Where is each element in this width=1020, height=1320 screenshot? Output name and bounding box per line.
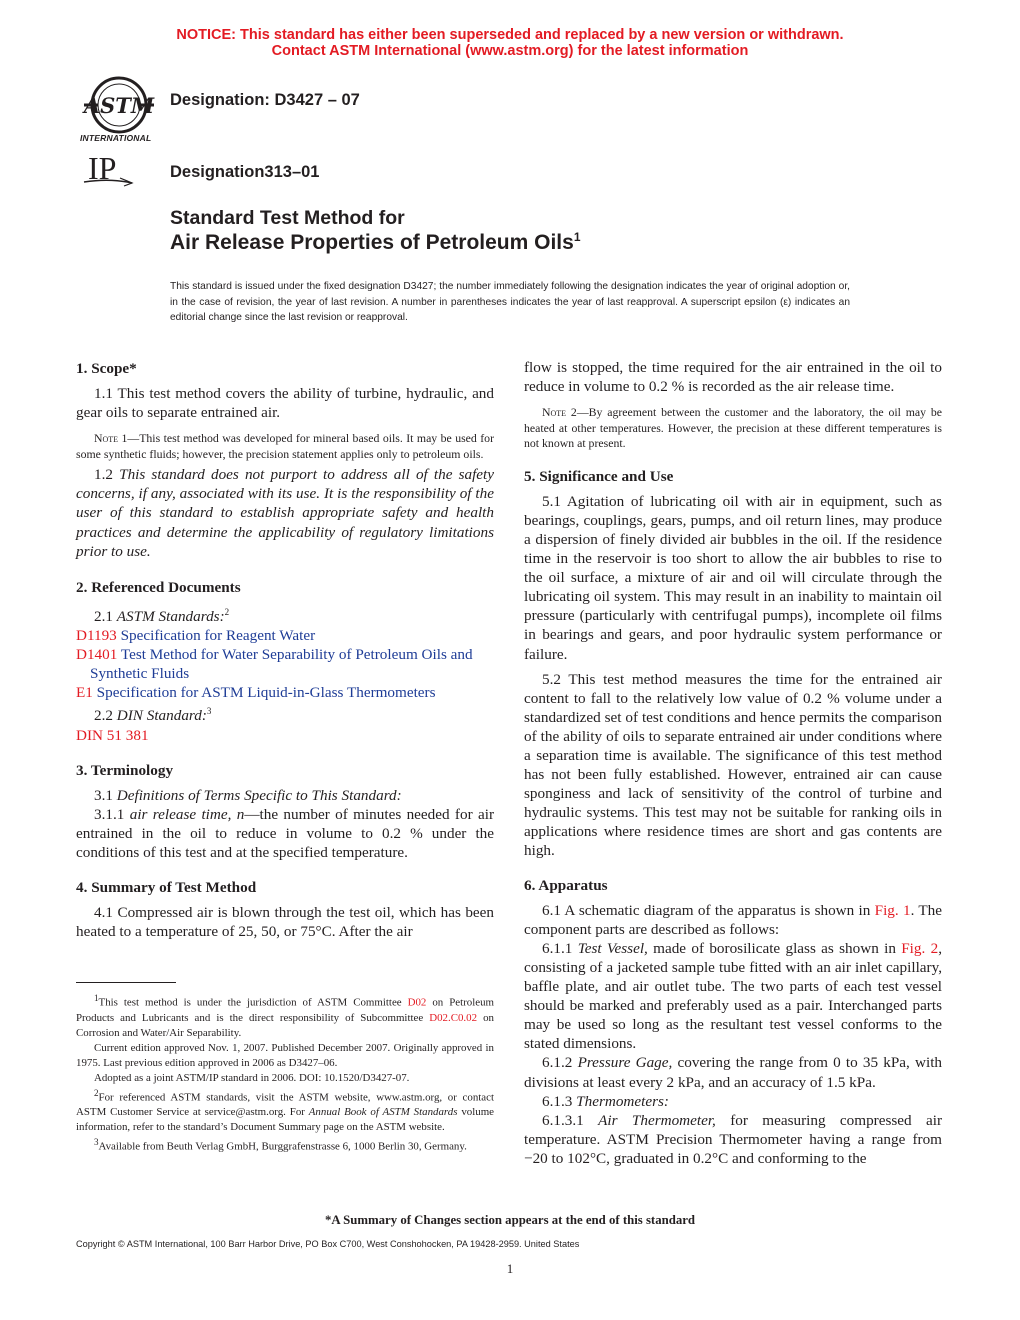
- para-5-2: 5.2 This test method measures the time for the entrained air content to fall to the relatively low value of 0.2 % volume under a standardized set of test conditions and hence permits the comparison of the ability of oils to separate entrained air under conditions where a separation time is available. The significance of this test method has not been fully established. However, entrained air can cause sponginess and lack of sensitivity of the control of turbine and hydraulic systems. This test may not be suitable for ranking oils in applications where residence times are short and gas contents are high.: [524, 670, 942, 860]
- notice-line-2: Contact ASTM International (www.astm.org) for the latest information: [271, 43, 749, 59]
- title-footnote-marker: 1: [573, 230, 581, 244]
- para-6-1: 6.1 A schematic diagram of the apparatus is shown in Fig. 1. The component parts are described as follows:: [524, 901, 942, 938]
- title-line-2: Air Release Properties of Petroleum Oils$^1$: [170, 230, 581, 254]
- left-column: [76, 359, 494, 941]
- right-column: [524, 358, 942, 1168]
- section-1-heading: 1. Scope*: [76, 360, 137, 377]
- section-5-heading: 5. Significance and Use: [524, 467, 674, 485]
- copyright: Copyright © ASTM International, 100 Barr Harbor Drive, PO Box C700, West Conshohocken, PA 19428-2959. United States: [76, 1239, 580, 1249]
- para-4-1-continued: flow is stopped, the time required for the air entrained in the oil to reduce in volume to 0.2 % is recorded as the air release time.: [524, 359, 942, 396]
- para-3-1-1: 3.1.1 air release time, n—the number of minutes needed for air entrained in the oil to reduce in volume to 0.2 % under the conditions of this test and at the specified temperature.: [76, 805, 495, 861]
- ref-din-51381[interactable]: DIN 51 381: [76, 726, 149, 744]
- issued-statement: This standard is issued under the fixed designation D3427; the number immediately following the designation indicates the year of original adoption or, in the case of revision, the year of last revision. A number in parentheses indicates the year of last reapproval. A superscript epsilon (ε) indicates an editorial change since the last revision or reapproval.: [170, 281, 850, 323]
- para-6-1-1: 6.1.1 Test Vessel, made of borosilicate glass as shown in Fig. 2, consisting of a jacketed sample tube fitted with an air inlet capillary, baffle plate, and air outlet tube. The two parts of each test vessel should be marked and preferably used as a pair. Interchanged parts may be used so long as the resultant test vessel conforms to the stated dimensions.: [524, 939, 942, 1053]
- para-6-1-3: 6.1.3 Thermometers:: [542, 1092, 669, 1110]
- notice-line-1: NOTICE: This standard has either been superseded and replaced by a new version or withdrawn.: [176, 27, 844, 43]
- para-3-1: 3.1 Definitions of Terms Specific to This Standard:: [94, 786, 402, 804]
- designation-ip: Designation313–01: [170, 163, 320, 181]
- astm-logo-caption: INTERNATIONAL: [80, 133, 152, 143]
- ip-logo: [80, 152, 140, 188]
- para-1-2: 1.2 This standard does not purport to address all of the safety concerns, if any, associated with its use. It is the responsibility of the user of this standard to establish appropriate safety and health practices and determine the applicability of regulatory limitations prior to use.: [76, 466, 495, 560]
- footnote-2: $^2$For referenced ASTM standards, visit the ASTM website, www.astm.org, or contact ASTM Customer Service at service@astm.org. For Annual Book of ASTM Standards volume information, refer to the standard’s Document Summary page on the ASTM website.: [76, 1087, 495, 1134]
- footnotes: [76, 991, 494, 1155]
- ip-logo-mark: IP: [88, 152, 117, 186]
- para-2-2: 2.2 DIN Standard:$^3$: [94, 706, 212, 725]
- fig-2-link[interactable]: Fig. 2: [901, 939, 939, 957]
- notice-banner: [0, 27, 1020, 59]
- para-5-1: 5.1 Agitation of lubricating oil with air in equipment, such as bearings, couplings, gears, pumps, and oil return lines, may produce a dispersion of finely divided air bubbles in the oil. If the residence time in the reservoir is too short to allow the air bubbles to rise to the oil surface, a mixture of air and oil will circulate through the lubricating oil system. This may result in an inability to maintain oil pressure (particularly with centrifugal pumps), incomplete oil films in bearings and gears, and poor hydraulic system performance or failure.: [524, 492, 942, 663]
- fig-1-link[interactable]: Fig. 1: [874, 901, 911, 919]
- footnote-1-edition: Current edition approved Nov. 1, 2007. Published December 2007. Originally approved in 1975. Last previous edition approved in 2006 as D3427–06.: [76, 1041, 494, 1069]
- footnote-1-adopted: Adopted as a joint ASTM/IP standard in 2006. DOI: 10.1520/D3427-07.: [94, 1071, 410, 1084]
- footnote-3: $^3$Available from Beuth Verlag GmbH, Burggrafenstrasse 6, 1000 Berlin 30, Germany.: [94, 1137, 467, 1153]
- para-4-1: 4.1 Compressed air is blown through the test oil, which has been heated to a temperature of 25, 50, or 75°C. After the air: [76, 904, 494, 941]
- ref-e1[interactable]: E1 Specification for ASTM Liquid-in-Glass Thermometers: [76, 684, 436, 702]
- para-6-1-3-1: 6.1.3.1 Air Thermometer, for measuring compressed air temperature. ASTM Precision Thermometer having a range from −20 to 102°C, graduated in 0.2°C and conforming to the: [524, 1111, 943, 1167]
- ref-d1401[interactable]: D1401 Test Method for Water Separability of Petroleum Oils and Synthetic Fluids: [76, 646, 473, 683]
- para-2-1: 2.1 ASTM Standards:$^2$: [94, 606, 230, 625]
- section-2-heading: 2. Referenced Documents: [76, 578, 241, 596]
- para-6-1-2: 6.1.2 Pressure Gage, covering the range from 0 to 35 kPa, with divisions at least every 2 kPa, and an accuracy of 1.5 kPa.: [524, 1054, 943, 1091]
- footnote-1: $^1$This test method is under the jurisdiction of ASTM Committee D02 on Petroleum Products and Lubricants and is the direct responsibility of Subcommittee D02.C0.02 on Corrosion and Water/Air Separability.: [76, 993, 494, 1039]
- title-line-1: Standard Test Method for: [170, 207, 405, 229]
- astm-logo-mark: ASTM: [83, 93, 155, 118]
- section-4-heading: 4. Summary of Test Method: [76, 879, 257, 897]
- ref-d1193[interactable]: D1193 Specification for Reagent Water: [76, 627, 316, 644]
- note-1: Note 1—This test method was developed for mineral based oils. It may be used for some synthetic fluids; however, the precision statement applies only to petroleum oils.: [76, 431, 495, 461]
- section-6-heading: 6. Apparatus: [524, 876, 608, 894]
- designation-astm: Designation: D3427 – 07: [170, 91, 360, 109]
- section-3-heading: 3. Terminology: [76, 761, 174, 779]
- para-1-1: 1.1 This test method covers the ability of turbine, hydraulic, and gear oils to separate entrained air.: [76, 385, 494, 422]
- note-2: Note 2—By agreement between the customer and the laboratory, the oil may be heated at other temperatures. However, the precision at these different temperatures is not known at present.: [524, 405, 943, 451]
- footnote-rule: [76, 982, 176, 983]
- page-number: 1: [506, 1261, 514, 1276]
- summary-of-changes-note: *A Summary of Changes section appears at the end of this standard: [324, 1213, 696, 1227]
